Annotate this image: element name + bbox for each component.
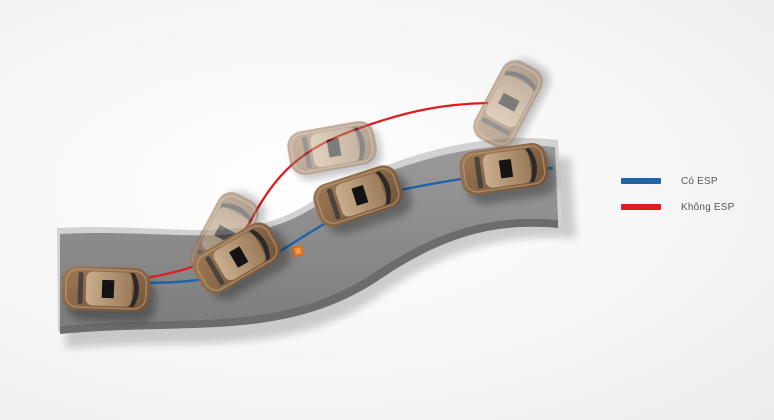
legend [621, 168, 735, 220]
legend-swatch-red [621, 204, 661, 210]
legend-swatch-blue [621, 178, 661, 184]
car-1 [61, 265, 157, 322]
legend-item-without-esp [621, 194, 735, 220]
legend-item-with-esp [621, 168, 735, 194]
legend-label-with-esp: Có ESP [681, 175, 718, 187]
legend-label-without-esp: Không ESP [681, 201, 735, 213]
